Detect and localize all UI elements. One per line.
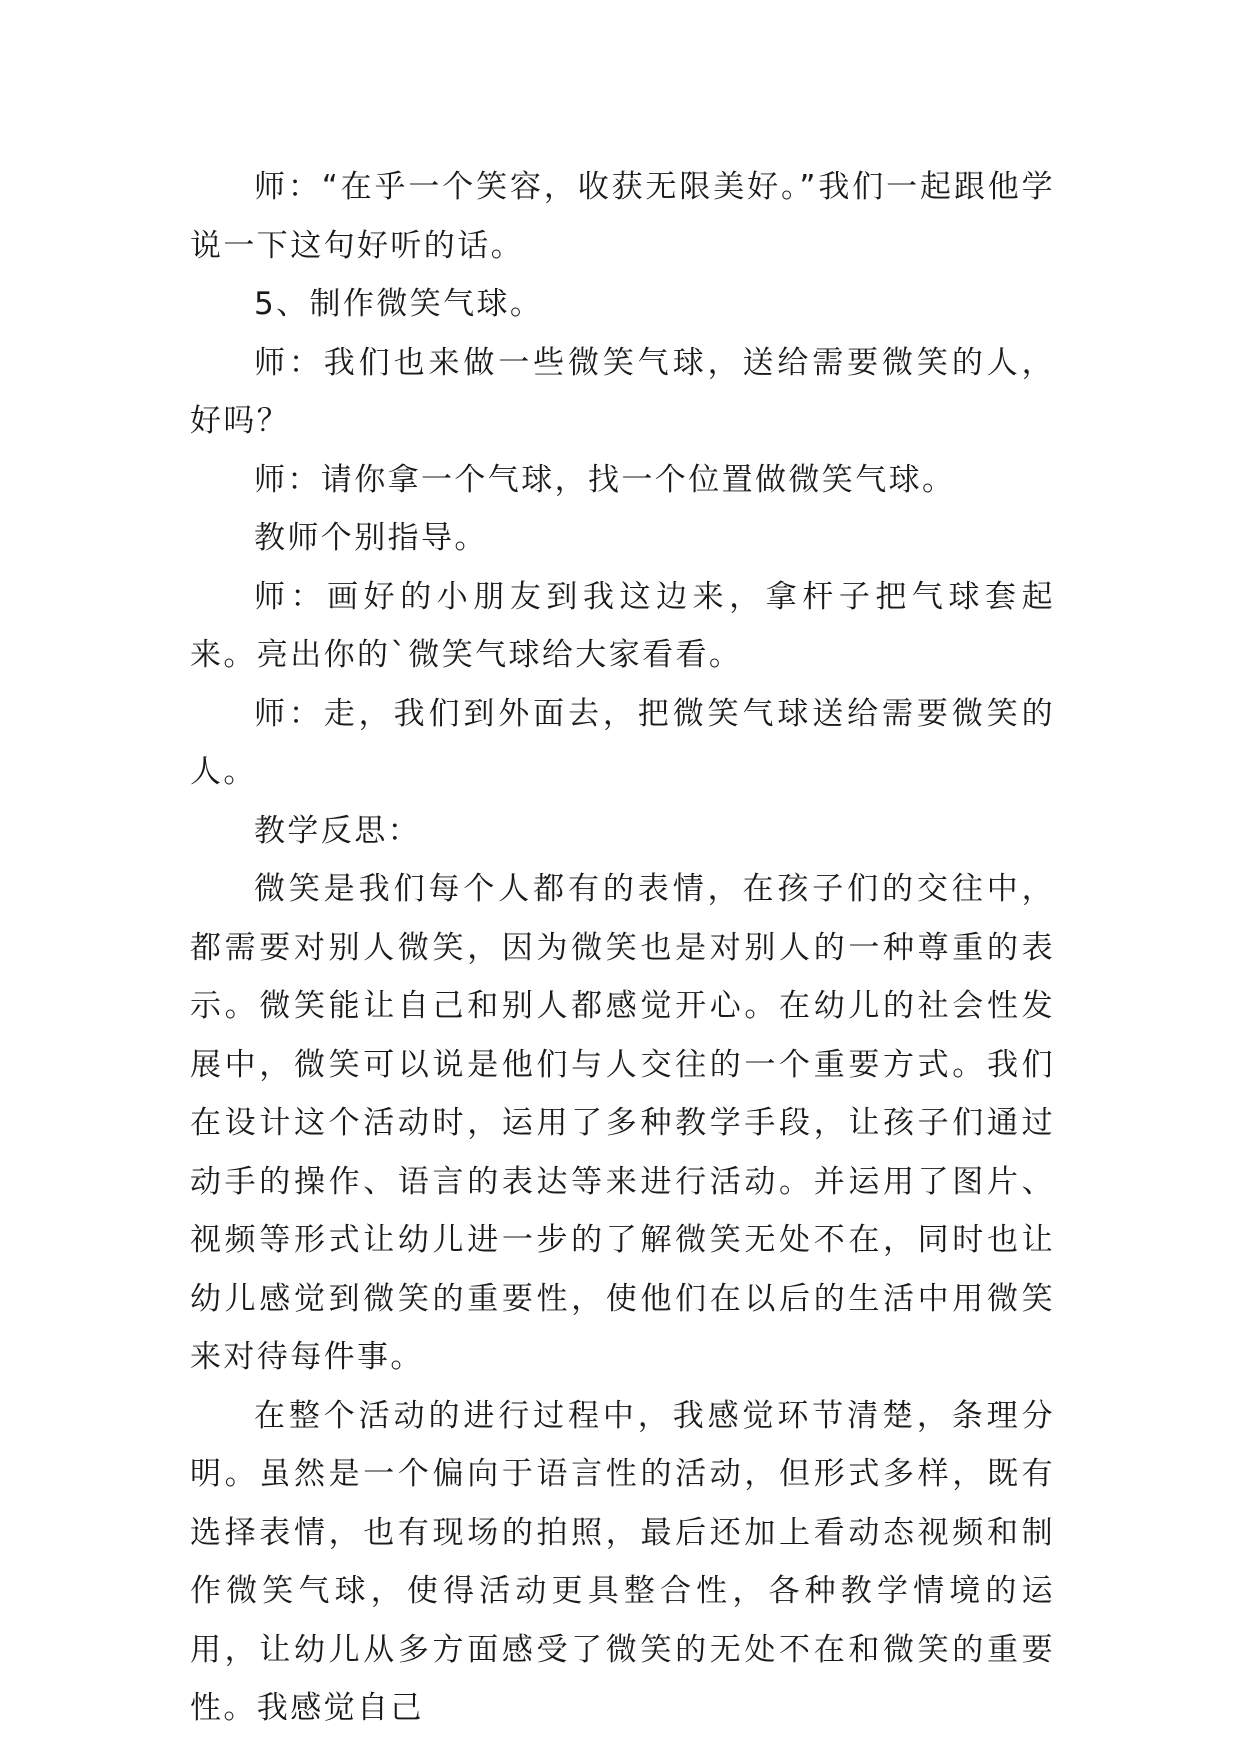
paragraph-step-5: 5、制作微笑气球。	[254, 286, 544, 322]
paragraph-teacher-invite: 师：我们也来做一些微笑气球，送给需要微笑的人，好吗？	[190, 344, 1055, 439]
body-text	[190, 158, 1055, 1738]
paragraph-teacher-balloon: 师：请你拿一个气球，找一个位置做微笑气球。	[254, 461, 956, 498]
section-heading-reflection: 教学反思：	[254, 812, 421, 849]
paragraph-reflection-1: 微笑是我们每个人都有的表情，在孩子们的交往中，都需要对别人微笑，因为微笑也是对别人的一种尊重的表示。微笑能让自己和别人都感觉开心。在幼儿的社会性发展中，微笑可以说是他们与人交往的一个重要方式。我们在设计这个活动时，运用了多种教学手段，让孩子们通过动手的操作、语言的表达等来进行活动。并运用了图片、视频等形式让幼儿进一步的了解微笑无处不在，同时也让幼儿感觉到微笑的重要性，使他们在以后的生活中用微笑来对待每件事。	[190, 871, 1055, 1375]
paragraph-reflection-2: 在整个活动的进行过程中，我感觉环节清楚，条理分明。虽然是一个偏向于语言性的活动，但形式多样，既有选择表情，也有现场的拍照，最后还加上看动态视频和制作微笑气球，使得活动更具整合性，各种教学情境的运用，让幼儿从多方面感受了微笑的无处不在和微笑的重要性。我感觉自己	[190, 1397, 1055, 1726]
paragraph-teacher-go-out: 师：走，我们到外面去，把微笑气球送给需要微笑的人。	[190, 695, 1055, 790]
paragraph-teacher-quote: 师：“在乎一个笑容，收获无限美好。”我们一起跟他学说一下这句好听的话。	[190, 169, 1055, 264]
paragraph-guidance: 教师个别指导。	[254, 520, 488, 556]
paragraph-teacher-show: 师：画好的小朋友到我这边来，拿杆子把气球套起来。亮出你的`微笑气球给大家看看。	[190, 578, 1055, 673]
